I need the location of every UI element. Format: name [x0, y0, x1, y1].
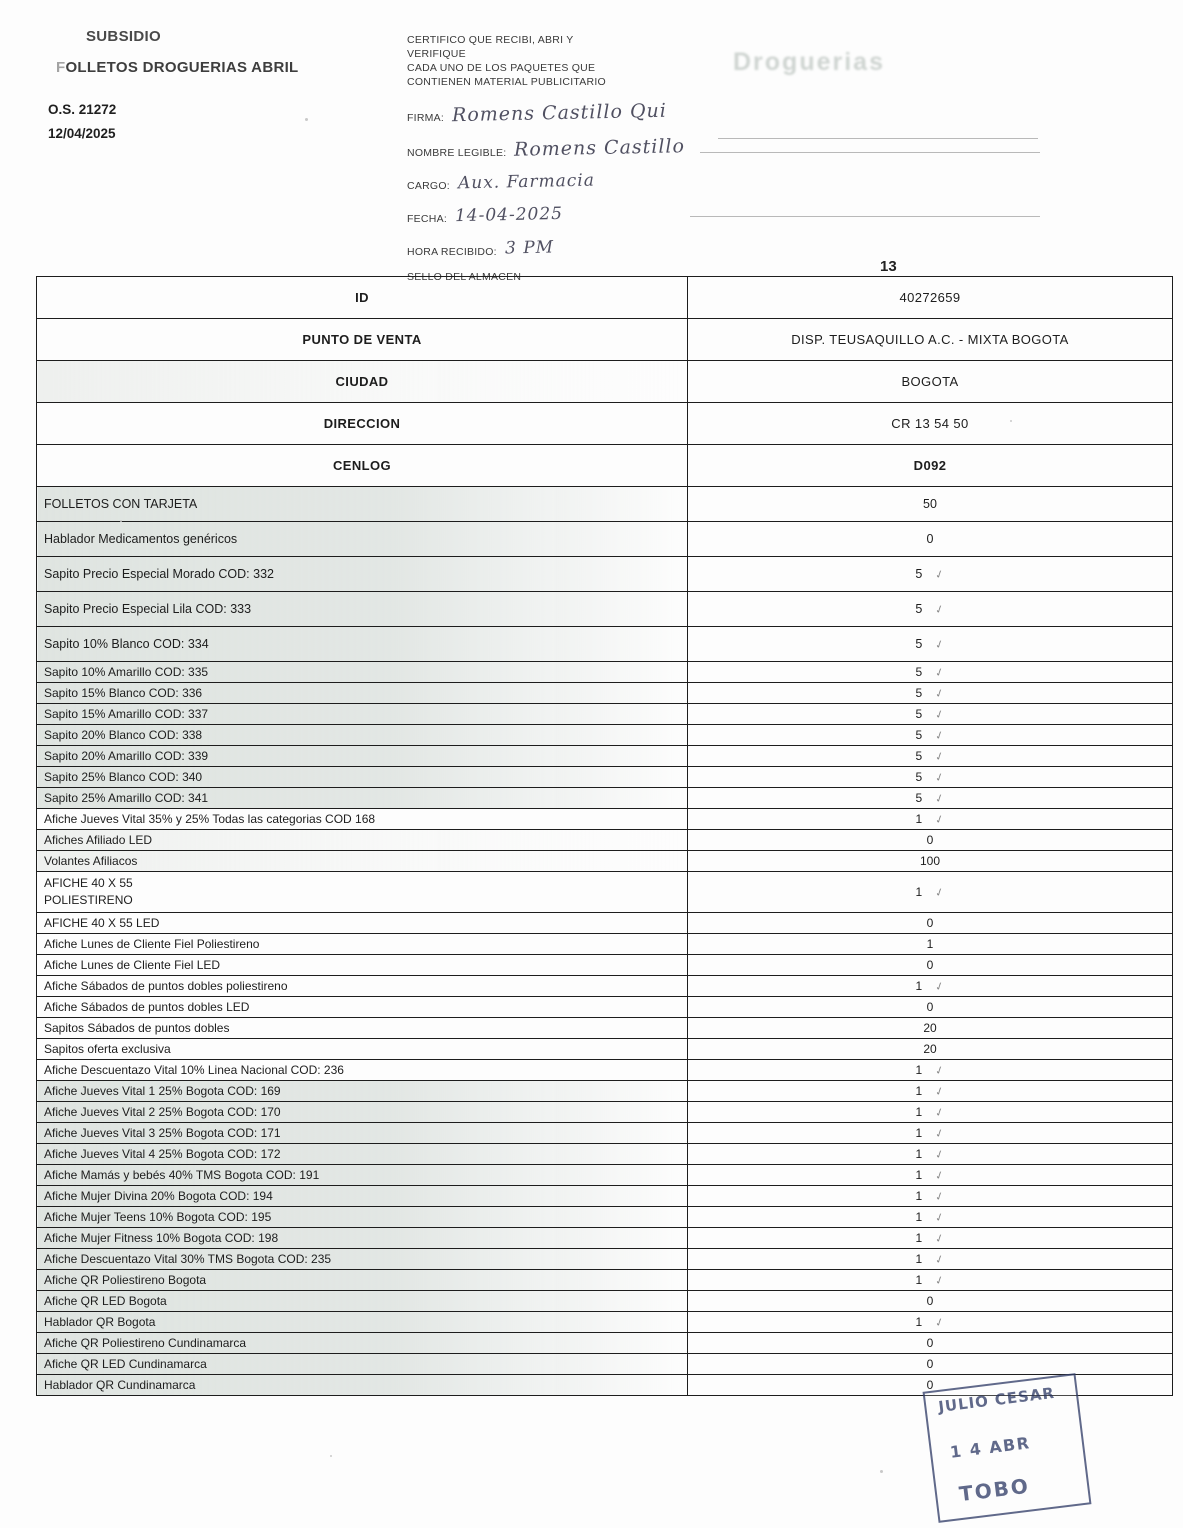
row-value-text: 0: [926, 833, 934, 847]
row-value: [688, 1312, 1173, 1333]
row-value: [688, 1018, 1173, 1039]
row-value-text: 1: [915, 1210, 923, 1224]
check-mark-icon: ✓: [933, 602, 947, 618]
field-hora-recibido: [407, 238, 737, 258]
row-value-text: 1: [915, 1105, 923, 1119]
row-label: Afiche Descuentazo Vital 10% Linea Nacional COD: 236: [37, 1060, 688, 1081]
table-row: [37, 1354, 1173, 1375]
row-value-text: 50: [923, 497, 937, 511]
company-logo: Droguerias: [733, 48, 885, 76]
stamp-line-1: JULIO CESAR: [937, 1383, 1056, 1416]
table-row: [37, 627, 1173, 662]
row-value-text: 5: [915, 567, 923, 581]
row-value: [688, 830, 1173, 851]
row-value-text: 1: [915, 1084, 923, 1098]
table-row: [37, 955, 1173, 976]
row-value-text: 1: [915, 1126, 923, 1140]
table-row: [37, 1312, 1173, 1333]
row-value-text: 20: [923, 1021, 937, 1035]
row-value-text: 1: [915, 1252, 923, 1266]
row-value-text: 1: [915, 1168, 923, 1182]
row-label-line: AFICHE 40 X 55: [44, 876, 133, 890]
row-value: [688, 662, 1173, 683]
check-mark-icon: ✓: [933, 1252, 947, 1268]
table-row: [37, 725, 1173, 746]
field-cargo: [407, 172, 737, 192]
row-label: Volantes Afiliacos: [37, 851, 688, 872]
scan-speck: [330, 1455, 332, 1457]
row-value: [688, 809, 1173, 830]
row-value: [688, 955, 1173, 976]
row-value-text: 1: [915, 1273, 923, 1287]
row-value: [688, 1333, 1173, 1354]
row-value-text: 5: [915, 665, 923, 679]
check-mark-icon: ✓: [933, 1126, 947, 1142]
table-row: [37, 1039, 1173, 1060]
table-row: [37, 746, 1173, 767]
row-label: Afiche Jueves Vital 35% y 25% Todas las categorias COD 168: [37, 809, 688, 830]
row-value: [688, 1039, 1173, 1060]
row-label: Afiche Mamás y bebés 40% TMS Bogota COD: 191: [37, 1165, 688, 1186]
field-hora-recibido-label: HORA RECIBIDO:: [407, 246, 497, 258]
row-value: [688, 725, 1173, 746]
table-row: [37, 1081, 1173, 1102]
row-value: CR 13 54 50: [688, 403, 1173, 445]
row-value: D092: [688, 445, 1173, 487]
row-label-line: POLIESTIRENO: [44, 893, 133, 907]
row-value: [688, 976, 1173, 997]
row-value: [688, 592, 1173, 627]
certification-line-2: VERIFIQUE: [407, 48, 466, 60]
row-label: Afiche Mujer Teens 10% Bogota COD: 195: [37, 1207, 688, 1228]
row-value: [688, 1270, 1173, 1291]
row-label: Afiche Mujer Fitness 10% Bogota COD: 198: [37, 1228, 688, 1249]
row-value-text: 0: [926, 916, 934, 930]
check-mark-icon: ✓: [933, 1063, 947, 1079]
row-label: Afiche Sábados de puntos dobles LED: [37, 997, 688, 1018]
row-label: Sapitos Sábados de puntos dobles: [37, 1018, 688, 1039]
row-value: [688, 557, 1173, 592]
document-header-certification: [407, 34, 737, 296]
row-value: [688, 1186, 1173, 1207]
row-value-text: 0: [926, 1378, 934, 1392]
row-value-text: 1: [915, 1147, 923, 1161]
field-fecha-label: FECHA:: [407, 213, 448, 225]
row-value: [688, 1165, 1173, 1186]
ink-line-1: [718, 138, 1038, 139]
table-row: [37, 1207, 1173, 1228]
table-row: [37, 1165, 1173, 1186]
row-label: Hablador QR Bogota: [37, 1312, 688, 1333]
header-title-folletos-prefix: F: [56, 59, 66, 76]
field-firma-label: FIRMA:: [407, 112, 445, 124]
row-value-text: 5: [915, 728, 923, 742]
row-label: Sapito Precio Especial Morado COD: 332: [37, 557, 688, 592]
scan-speck: [120, 520, 122, 522]
header-title-folletos: [56, 59, 388, 76]
table-row: [37, 1102, 1173, 1123]
table-row: [37, 913, 1173, 934]
table-row: [37, 872, 1173, 913]
check-mark-icon: ✓: [933, 770, 947, 786]
table-row: [37, 934, 1173, 955]
row-value-text: 0: [926, 532, 934, 546]
check-mark-icon: ✓: [933, 1231, 947, 1247]
table-items-body: [37, 487, 1173, 1396]
row-label: Sapito 15% Amarillo COD: 337: [37, 704, 688, 725]
field-fecha: [407, 205, 737, 225]
check-mark-icon: ✓: [933, 1210, 947, 1226]
row-label: Sapito 20% Amarillo COD: 339: [37, 746, 688, 767]
table-row: [37, 1186, 1173, 1207]
row-label: Sapito Precio Especial Lila COD: 333: [37, 592, 688, 627]
row-value: [688, 1060, 1173, 1081]
row-label: [37, 872, 688, 913]
certification-line-4: CONTIENEN MATERIAL PUBLICITARIO: [407, 76, 606, 88]
check-mark-icon: ✓: [933, 885, 947, 901]
row-value: [688, 487, 1173, 522]
row-value: DISP. TEUSAQUILLO A.C. - MIXTA BOGOTA: [688, 319, 1173, 361]
row-value: BOGOTA: [688, 361, 1173, 403]
row-value: [688, 1228, 1173, 1249]
field-sello-almacen-label: SELLO DEL ALMACEN: [407, 271, 522, 283]
row-value-text: 1: [926, 937, 934, 951]
row-label: Afiche Jueves Vital 2 25% Bogota COD: 170: [37, 1102, 688, 1123]
row-value-text: 0: [926, 1357, 934, 1371]
scan-speck: [1010, 420, 1012, 422]
row-label: DIRECCION: [37, 403, 688, 445]
signature-fields: [407, 99, 737, 283]
row-value-text: 5: [915, 686, 923, 700]
row-label: Afiches Afiliado LED: [37, 830, 688, 851]
table-row: [37, 997, 1173, 1018]
row-label: FOLLETOS CON TARJETA: [37, 487, 688, 522]
row-label: Afiche Descuentazo Vital 30% TMS Bogota COD: 235: [37, 1249, 688, 1270]
row-label: Afiche Jueves Vital 1 25% Bogota COD: 169: [37, 1081, 688, 1102]
certification-line-3: CADA UNO DE LOS PAQUETES QUE: [407, 62, 596, 74]
check-mark-icon: ✓: [933, 1189, 947, 1205]
row-value-text: 0: [926, 1336, 934, 1350]
order-date: 12/04/2025: [48, 126, 116, 141]
row-label: Sapito 25% Amarillo COD: 341: [37, 788, 688, 809]
row-value-text: 0: [926, 1000, 934, 1014]
table-row: [37, 557, 1173, 592]
row-value: [688, 746, 1173, 767]
row-value: [688, 913, 1173, 934]
check-mark-icon: ✓: [933, 812, 947, 828]
table-row: [37, 788, 1173, 809]
row-label: CENLOG: [37, 445, 688, 487]
row-label: Sapito 15% Blanco COD: 336: [37, 683, 688, 704]
row-label: Afiche QR LED Bogota: [37, 1291, 688, 1312]
field-cargo-label: CARGO:: [407, 180, 450, 192]
row-value: [688, 522, 1173, 557]
row-label: Sapito 10% Blanco COD: 334: [37, 627, 688, 662]
row-label: PUNTO DE VENTA: [37, 319, 688, 361]
table-body: [37, 277, 1173, 487]
field-nombre-legible: [407, 137, 737, 159]
check-mark-icon: ✓: [933, 665, 947, 681]
row-value: [688, 851, 1173, 872]
check-mark-icon: ✓: [933, 728, 947, 744]
table-row-cenlog: [37, 445, 1173, 487]
row-value-text: 1: [915, 885, 923, 899]
field-firma-value: Romens Castillo Qui: [451, 99, 668, 127]
row-label: Afiche Lunes de Cliente Fiel Poliestireno: [37, 934, 688, 955]
row-value-text: 1: [915, 1189, 923, 1203]
check-mark-icon: ✓: [933, 1273, 947, 1289]
row-value-text: 5: [915, 770, 923, 784]
row-label: Hablador Medicamentos genéricos: [37, 522, 688, 557]
header-title-subsidio: SUBSIDIO: [86, 28, 161, 45]
row-value: [688, 1249, 1173, 1270]
check-mark-icon: ✓: [933, 686, 947, 702]
table-row: [37, 1333, 1173, 1354]
row-value: [688, 1207, 1173, 1228]
table-row: [37, 976, 1173, 997]
field-cargo-value: Aux. Farmacia: [457, 170, 595, 194]
field-nombre-legible-label: NOMBRE LEGIBLE:: [407, 147, 507, 159]
scan-speck: [880, 1470, 883, 1473]
row-label: Afiche QR Poliestireno Cundinamarca: [37, 1333, 688, 1354]
row-value-text: 5: [915, 707, 923, 721]
page-number: 13: [880, 258, 897, 275]
check-mark-icon: ✓: [933, 1084, 947, 1100]
check-mark-icon: ✓: [933, 1147, 947, 1163]
table-row: [37, 1291, 1173, 1312]
check-mark-icon: ✓: [933, 791, 947, 807]
row-label: Sapito 20% Blanco COD: 338: [37, 725, 688, 746]
check-mark-icon: ✓: [933, 637, 947, 653]
row-value-text: 1: [915, 979, 923, 993]
certification-line-1: CERTIFICO QUE RECIBI, ABRI Y: [407, 34, 574, 46]
stamp-line-3: TOBO: [957, 1473, 1032, 1507]
table-row-direccion: [37, 403, 1173, 445]
table-row: [37, 592, 1173, 627]
row-label: AFICHE 40 X 55 LED: [37, 913, 688, 934]
reception-stamp: [923, 1373, 1092, 1523]
check-mark-icon: ✓: [933, 749, 947, 765]
table-row: [37, 704, 1173, 725]
row-value-text: 1: [915, 1231, 923, 1245]
distribution-table: [36, 276, 1173, 1396]
row-value: [688, 1291, 1173, 1312]
table-row: [37, 1228, 1173, 1249]
scan-speck: [305, 118, 308, 121]
row-label: Afiche Mujer Divina 20% Bogota COD: 194: [37, 1186, 688, 1207]
table-row-ciudad: [37, 361, 1173, 403]
check-mark-icon: ✓: [933, 1105, 947, 1121]
row-value-text: 0: [926, 958, 934, 972]
document-header-left: [48, 28, 388, 141]
check-mark-icon: ✓: [933, 1315, 947, 1331]
table-row: [37, 767, 1173, 788]
table-row: [37, 851, 1173, 872]
order-number: O.S. 21272: [48, 102, 117, 117]
check-mark-icon: ✓: [933, 707, 947, 723]
row-value: [688, 872, 1173, 913]
row-value: [688, 627, 1173, 662]
row-value: [688, 704, 1173, 725]
table-row: [37, 662, 1173, 683]
table-row-id: [37, 277, 1173, 319]
row-value: 40272659: [688, 277, 1173, 319]
field-firma: [407, 99, 737, 127]
check-mark-icon: ✓: [933, 567, 947, 583]
check-mark-icon: ✓: [933, 979, 947, 995]
row-value-text: 5: [915, 602, 923, 616]
row-value: [688, 934, 1173, 955]
row-label: Afiche Sábados de puntos dobles poliestireno: [37, 976, 688, 997]
row-value: [688, 1144, 1173, 1165]
table-row: [37, 522, 1173, 557]
row-value: [688, 788, 1173, 809]
row-label: Hablador QR Cundinamarca: [37, 1375, 688, 1396]
row-label: Sapito 10% Amarillo COD: 335: [37, 662, 688, 683]
table-row: [37, 1060, 1173, 1081]
row-value-text: 1: [915, 812, 923, 826]
table-row: [37, 1144, 1173, 1165]
row-label: Afiche QR Poliestireno Bogota: [37, 1270, 688, 1291]
field-fecha-value: 14-04-2025: [454, 203, 564, 227]
row-value-text: 5: [915, 791, 923, 805]
row-value-text: 1: [915, 1315, 923, 1329]
row-value: [688, 1102, 1173, 1123]
row-label: Sapito 25% Blanco COD: 340: [37, 767, 688, 788]
row-value-text: 5: [915, 749, 923, 763]
header-title-folletos-text: OLLETOS DROGUERIAS ABRIL: [65, 59, 299, 76]
row-value-text: 1: [915, 1063, 923, 1077]
row-value: [688, 767, 1173, 788]
table-row: [37, 809, 1173, 830]
row-label: Sapitos oferta exclusiva: [37, 1039, 688, 1060]
row-value: [688, 1123, 1173, 1144]
ink-line-2: [700, 152, 1040, 153]
table-row: [37, 830, 1173, 851]
row-label: Afiche QR LED Cundinamarca: [37, 1354, 688, 1375]
stamp-line-2: 1 4 ABR: [948, 1433, 1032, 1462]
field-nombre-legible-value: Romens Castillo: [514, 135, 686, 161]
row-value-text: 20: [923, 1042, 937, 1056]
table-row: [37, 1270, 1173, 1291]
table-row: [37, 487, 1173, 522]
check-mark-icon: ✓: [933, 1168, 947, 1184]
row-label: Afiche Lunes de Cliente Fiel LED: [37, 955, 688, 976]
row-value-text: 5: [915, 637, 923, 651]
ink-line-3: [690, 216, 1040, 217]
table-row: [37, 1123, 1173, 1144]
row-label: ID: [37, 277, 688, 319]
table-row: [37, 1018, 1173, 1039]
row-value: [688, 683, 1173, 704]
table-row: [37, 1249, 1173, 1270]
field-hora-recibido-value: 3 PM: [504, 237, 555, 259]
row-value: [688, 997, 1173, 1018]
row-label: Afiche Jueves Vital 3 25% Bogota COD: 171: [37, 1123, 688, 1144]
table-row: [37, 683, 1173, 704]
row-value: [688, 1081, 1173, 1102]
row-value-text: 100: [919, 854, 941, 868]
row-value-text: 0: [926, 1294, 934, 1308]
row-label: CIUDAD: [37, 361, 688, 403]
table-row-punto-de-venta: [37, 319, 1173, 361]
row-value: [688, 1354, 1173, 1375]
row-label: Afiche Jueves Vital 4 25% Bogota COD: 172: [37, 1144, 688, 1165]
